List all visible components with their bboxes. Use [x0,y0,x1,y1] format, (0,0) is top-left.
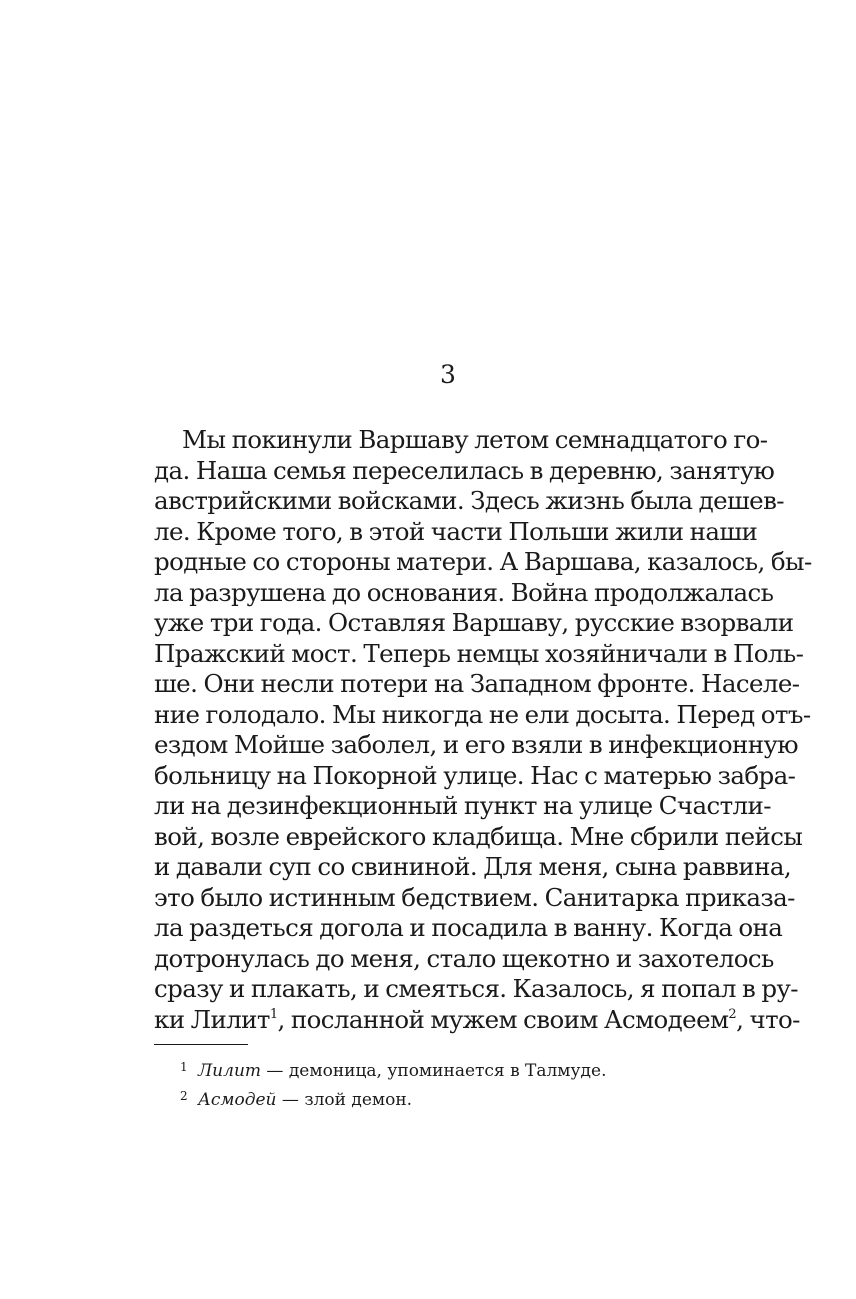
text-line: родные со стороны матери. А Варшава, казалось, бы- [154,547,812,576]
body-text [154,425,812,1035]
text-line: австрийскими войсками. Здесь жизнь была дешев- [154,486,784,515]
footnote-term: Лилит [198,1061,262,1081]
text-fragment: , посланной мужем своим Асмодеем [277,1004,729,1034]
text-line: это было истинным бедствием. Санитарка приказа- [154,882,795,912]
text-line: ла раздеться догола и посадила в ванну. Когда она [154,913,783,942]
text-line: Пражский мост. Теперь немцы хозяйничали в Поль- [154,638,804,668]
text-line: да. Наша семья переселилась в деревню, занятую [154,455,775,485]
footnotes [180,1055,740,1113]
text-line-with-footnote-marks [154,1004,800,1036]
footnote-mark: 2 [180,1089,188,1103]
footnote-text: — злой демон. [276,1090,413,1110]
footnote-text: — демоница, упоминается в Талмуде. [261,1061,607,1081]
text-line: сразу и плакать, и смеяться. Казалось, я попал в ру- [154,974,798,1003]
text-fragment: , что- [736,1004,800,1034]
footnote-ref-2: 2 [728,1006,737,1022]
text-line: больницу на Покорной улице. Нас с матерью забра- [154,760,796,790]
text-line: Мы покинули Варшаву летом семнадцатого го- [182,425,768,454]
text-line: уже три года. Оставляя Варшаву, русские взорвали [154,608,794,637]
text-line: ездом Мойше заболел, и его взяли в инфекционную [154,730,798,759]
text-line: вой, возле еврейского кладбища. Мне сбрили пейсы [154,821,803,851]
footnote-mark: 1 [180,1060,188,1074]
text-line: и давали суп со свининой. Для меня, сына раввина, [154,852,792,881]
text-line: ла разрушена до основания. Война продолжалась [154,577,774,607]
text-line: дотронулась до меня, стало щекотно и захотелось [154,943,774,973]
footnote-2 [180,1084,740,1113]
footnote-term: Асмодей [198,1090,277,1110]
text-line: ше. Они несли потери на Западном фронте. Населе- [154,669,800,698]
chapter-number: 3 [440,360,456,389]
footnote-ref-1: 1 [269,1006,278,1022]
footnote-1 [180,1055,740,1084]
text-fragment: ки Лилит [154,1004,270,1034]
footnote-divider [154,1044,248,1045]
text-line: ле. Кроме того, в этой части Польши жили наши [154,516,758,546]
text-line: ние голодало. Мы никогда не ели досыта. Перед отъ- [154,699,811,729]
text-line: ли на дезинфекционный пункт на улице Счастли- [154,791,771,820]
